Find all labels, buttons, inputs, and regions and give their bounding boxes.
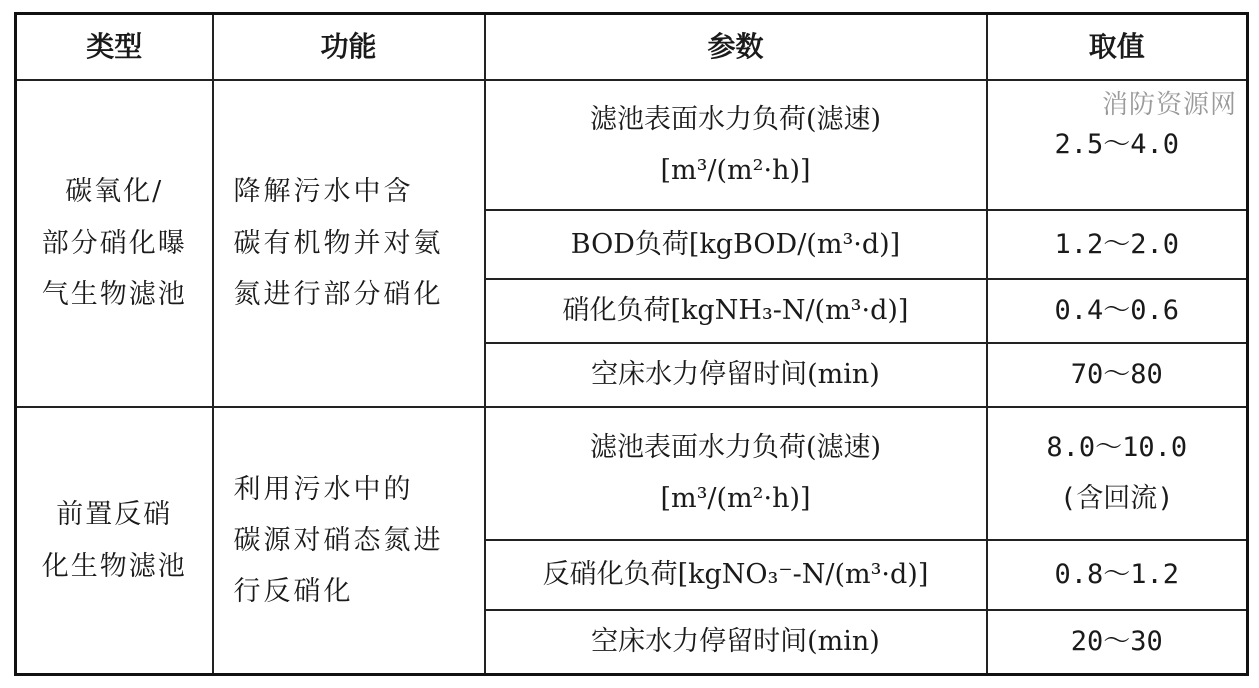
param-cell: 反硝化负荷[kgNO₃⁻-N/(m³·d)] (485, 540, 987, 610)
value-cell: 0.4～0.6 (987, 279, 1248, 343)
value-cell: 70～80 (987, 343, 1248, 407)
value-cell: 20～30 (987, 610, 1248, 674)
param-cell: 滤池表面水力负荷(滤速) [m³/(m²·h)] (485, 80, 987, 211)
param-cell: 滤池表面水力负荷(滤速) [m³/(m²·h)] (485, 407, 987, 540)
param-cell: BOD负荷[kgBOD/(m³·d)] (485, 210, 987, 278)
value-cell: 8.0～10.0 (含回流) (987, 407, 1248, 540)
function-cell: 降解污水中含 碳有机物并对氨 氮进行部分硝化 (213, 80, 485, 408)
param-cell: 空床水力停留时间(min) (485, 343, 987, 407)
function-cell: 利用污水中的 碳源对硝态氮进 行反硝化 (213, 407, 485, 674)
value-cell: 1.2～2.0 (987, 210, 1248, 278)
header-function: 功能 (213, 14, 485, 80)
header-type: 类型 (16, 14, 213, 80)
type-cell: 碳氧化/ 部分硝化曝 气生物滤池 (16, 80, 213, 408)
param-cell: 硝化负荷[kgNH₃-N/(m³·d)] (485, 279, 987, 343)
value-cell: 2.5～4.0 (987, 80, 1248, 211)
header-parameter: 参数 (485, 14, 987, 80)
table-row (16, 407, 1248, 540)
value-cell: 0.8～1.2 (987, 540, 1248, 610)
watermark-text: 消防资源网 (1101, 90, 1237, 120)
type-cell: 前置反硝 化生物滤池 (16, 407, 213, 674)
header-row (16, 14, 1248, 80)
parameter-table (14, 12, 1249, 676)
header-value: 取值 (987, 14, 1248, 80)
table-row (16, 80, 1248, 211)
param-cell: 空床水力停留时间(min) (485, 610, 987, 674)
